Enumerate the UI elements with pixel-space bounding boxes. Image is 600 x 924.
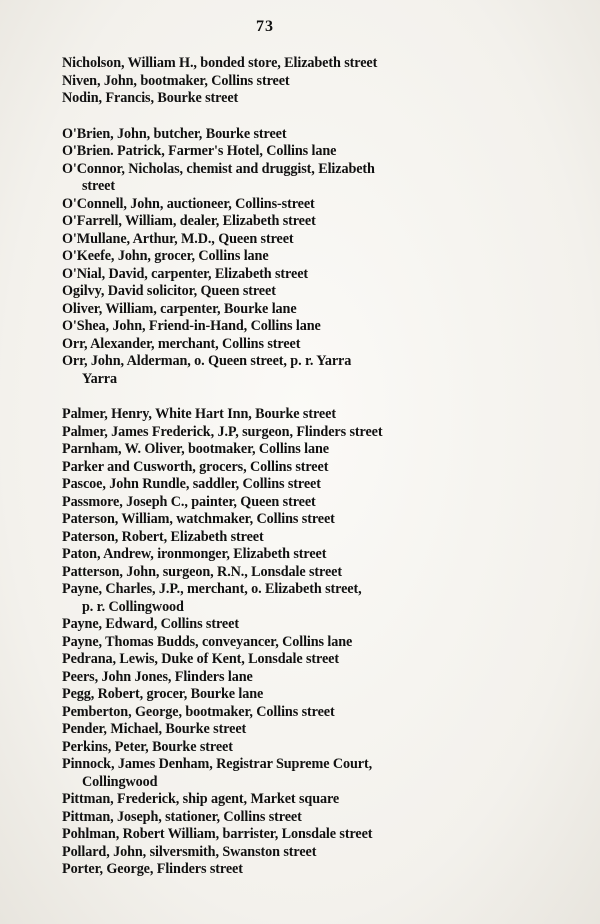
directory-entry: Pohlman, Robert William, barrister, Lonsdale street [62, 826, 373, 842]
directory-entry: Parker and Cusworth, grocers, Collins street [62, 458, 329, 475]
directory-entry: Payne, Thomas Budds, conveyancer, Collins lane [62, 633, 353, 650]
directory-entry: O'Farrell, William, dealer, Elizabeth street [62, 213, 316, 229]
page-number: 73 [256, 18, 274, 35]
directory-entry: Pollard, John, silversmith, Swanston street [62, 843, 317, 860]
directory-entry: Pittman, Joseph, stationer, Collins street [62, 808, 302, 825]
directory-entry: Palmer, James Frederick, J.P, surgeon, Flinders street [62, 423, 383, 440]
directory-entry: Paterson, Robert, Elizabeth street [62, 528, 264, 545]
directory-entry: O'Brien. Patrick, Farmer's Hotel, Collins lane [62, 143, 337, 159]
directory-entry: Patterson, John, surgeon, R.N., Lonsdale street [62, 563, 342, 580]
section-o [62, 126, 472, 389]
entry-text: Orr, John, Alderman, o. Queen street, p. r. Yarra [62, 353, 352, 369]
directory-entry: Pedrana, Lewis, Duke of Kent, Lonsdale street [62, 651, 340, 667]
directory-entry: Nicholson, William H., bonded store, Elizabeth street [62, 55, 378, 71]
directory-entry: Niven, John, bootmaker, Collins street [62, 72, 290, 89]
directory-entry: O'Nial, David, carpenter, Elizabeth street [62, 265, 309, 282]
entry-continuation: street [82, 178, 116, 194]
directory-entry [62, 756, 472, 791]
directory-entry [62, 353, 472, 388]
directory-entry: Pemberton, George, bootmaker, Collins street [62, 703, 335, 720]
directory-entry: O'Connell, John, auctioneer, Collins-street [62, 195, 315, 212]
directory-entry: Orr, Alexander, merchant, Collins street [62, 335, 301, 352]
directory-entry: O'Shea, John, Friend-in-Hand, Collins lane [62, 318, 321, 334]
directory-entry: Pegg, Robert, grocer, Bourke lane [62, 686, 264, 702]
section-p [62, 406, 472, 879]
entry-text: O'Connor, Nicholas, chemist and druggist, Elizabeth [62, 160, 375, 177]
entry-text: Pinnock, James Denham, Registrar Supreme Court, [62, 756, 373, 772]
directory-entry: Payne, Edward, Collins street [62, 616, 239, 632]
section-n [62, 55, 472, 108]
directory-entry: Peers, John Jones, Flinders lane [62, 668, 253, 685]
directory-entry: Pittman, Frederick, ship agent, Market square [62, 791, 340, 807]
directory-entry: Palmer, Henry, White Hart Inn, Bourke street [62, 406, 336, 422]
directory-entry: Porter, George, Flinders street [62, 861, 243, 877]
directory-entry: Passmore, Joseph C., painter, Queen street [62, 493, 316, 510]
directory-entry [62, 161, 472, 196]
directory-entry: Parnham, W. Oliver, bootmaker, Collins lane [62, 441, 329, 457]
section-divider [62, 108, 472, 126]
directory-entry: Oliver, William, carpenter, Bourke lane [62, 300, 297, 317]
directory-entry: Pascoe, John Rundle, saddler, Collins street [62, 476, 321, 492]
directory-entry: Paton, Andrew, ironmonger, Elizabeth street [62, 546, 327, 562]
directory-entry: O'Mullane, Arthur, M.D., Queen street [62, 230, 294, 247]
entry-text: Payne, Charles, J.P., merchant, o. Elizabeth street, [62, 581, 362, 597]
directory-entry: Ogilvy, David solicitor, Queen street [62, 283, 276, 299]
directory-entry: Perkins, Peter, Bourke street [62, 738, 233, 755]
directory-entry: O'Keefe, John, grocer, Collins lane [62, 248, 269, 264]
entry-continuation: Collingwood [82, 773, 158, 790]
directory-entry: O'Brien, John, butcher, Bourke street [62, 125, 287, 142]
directory-entry: Pender, Michael, Bourke street [62, 721, 247, 737]
directory-entries [62, 55, 472, 879]
entry-continuation: p. r. Collingwood [82, 598, 184, 615]
section-divider [62, 388, 472, 406]
entry-continuation: Yarra [82, 370, 117, 387]
directory-entry [62, 581, 472, 616]
directory-entry: Paterson, William, watchmaker, Collins street [62, 511, 335, 527]
directory-entry: Nodin, Francis, Bourke street [62, 90, 239, 106]
